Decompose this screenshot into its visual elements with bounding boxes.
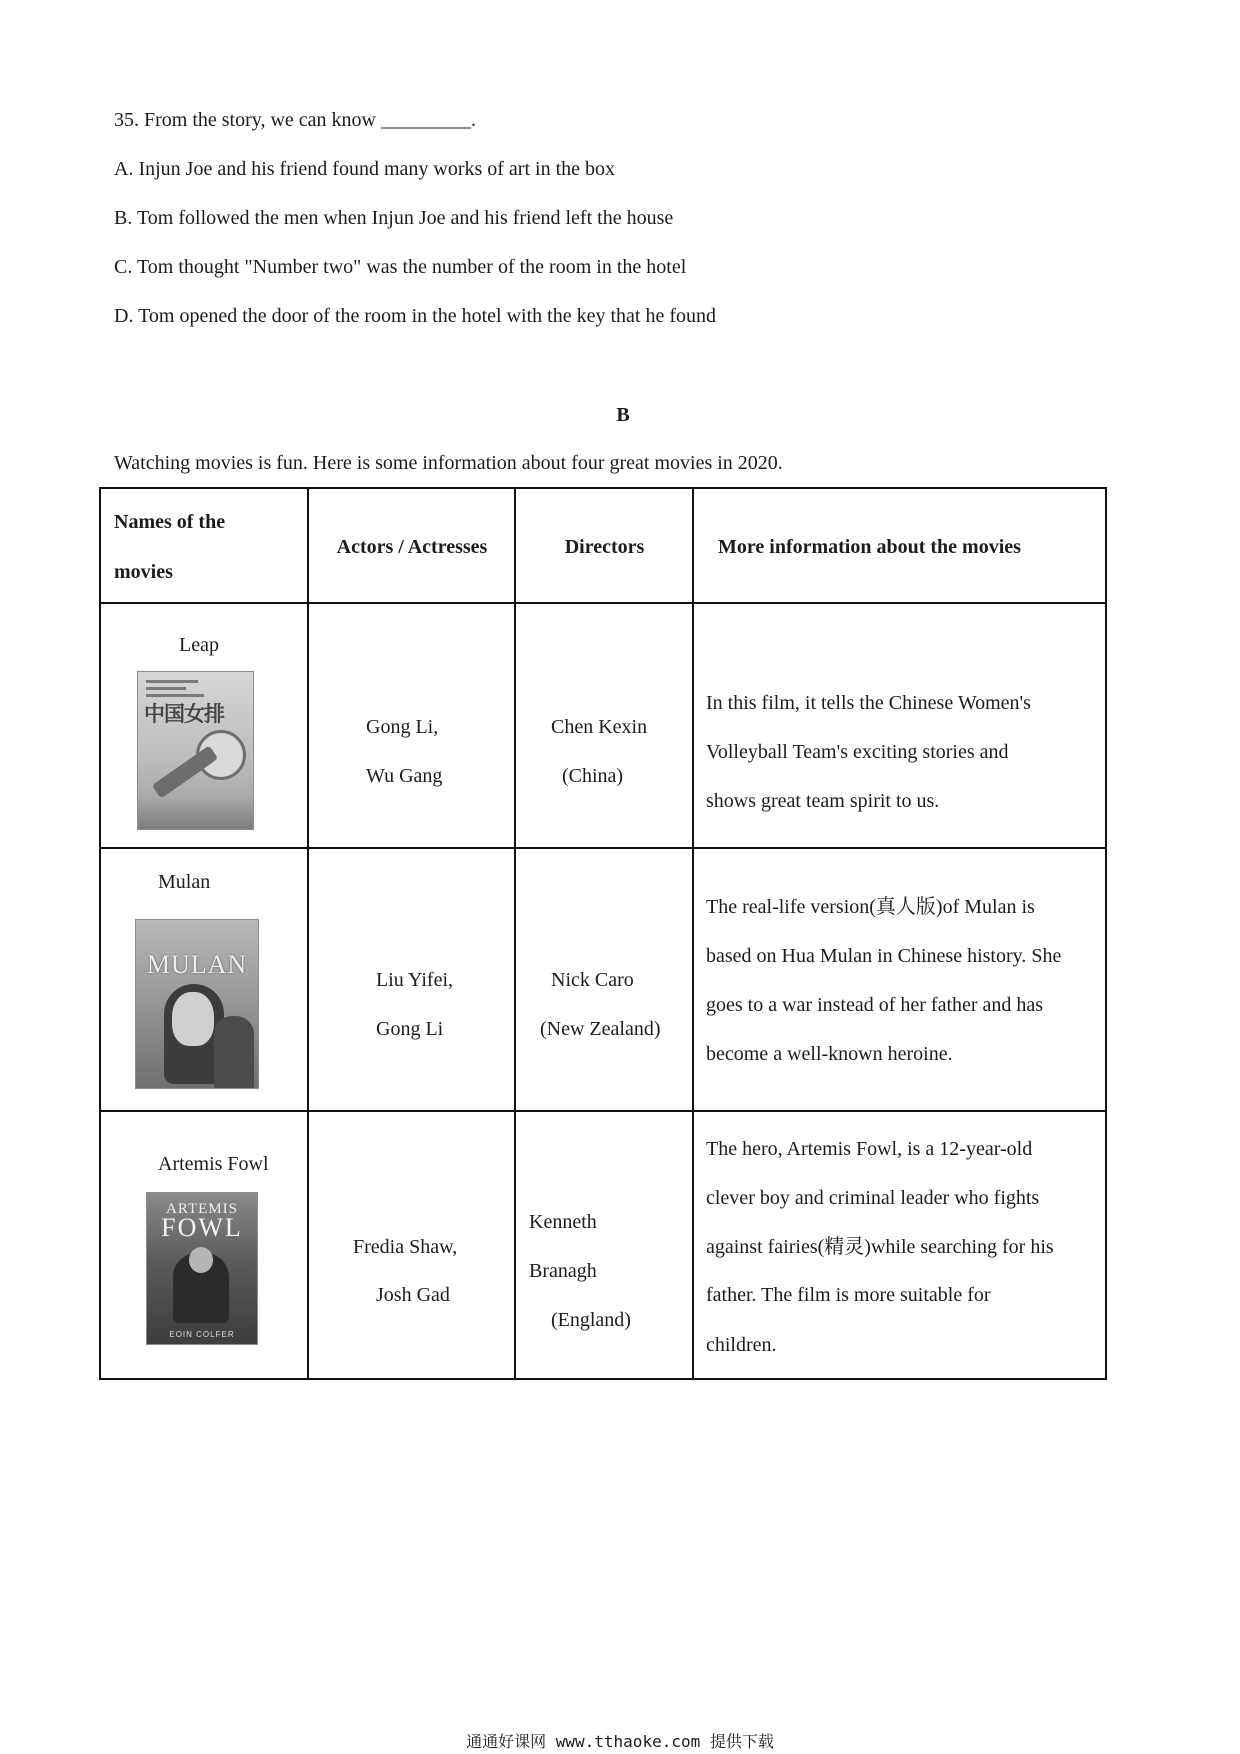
director-line: Kenneth: [529, 1211, 597, 1233]
info-line: In this film, it tells the Chinese Women's: [706, 692, 1031, 714]
section-label: B: [616, 404, 630, 426]
info-line: father. The film is more suitable for: [706, 1284, 991, 1306]
option-a: A. Injun Joe and his friend found many works of art in the box: [114, 158, 616, 180]
option-b: B. Tom followed the men when Injun Joe and his friend left the house: [114, 207, 674, 229]
director-line: (New Zealand): [540, 1018, 661, 1040]
actor-line: Liu Yifei,: [376, 969, 454, 991]
poster-bottom-band: [138, 799, 253, 829]
column-divider: [514, 487, 516, 1380]
column-divider: [307, 487, 309, 1380]
row-divider: [99, 602, 1107, 604]
row-divider: [99, 1110, 1107, 1112]
header-info: More information about the movies: [718, 536, 1021, 558]
actor-line: Wu Gang: [366, 765, 443, 787]
director-line: (China): [562, 765, 624, 787]
option-d: D. Tom opened the door of the room in the hotel with the key that he found: [114, 305, 716, 327]
movie-name: Leap: [179, 634, 219, 656]
actor-line: Gong Li: [376, 1018, 444, 1040]
poster-title-line-1: ARTEMIS: [166, 1201, 238, 1217]
info-line: against fairies(精灵)while searching for his: [706, 1236, 1054, 1258]
artemis-fowl-poster-image: [146, 1192, 258, 1345]
info-line: The hero, Artemis Fowl, is a 12-year-old: [706, 1138, 1033, 1160]
director-line: (England): [551, 1309, 631, 1331]
header-names-line-2: movies: [114, 561, 173, 583]
info-line: The real-life version(真人版)of Mulan is: [706, 896, 1035, 918]
info-line: Volleyball Team's exciting stories and: [706, 741, 1009, 763]
page-footer: 通通好课网 www.tthaoke.com 提供下载: [466, 1732, 774, 1751]
actor-line: Josh Gad: [376, 1284, 450, 1306]
movie-name: Artemis Fowl: [158, 1153, 269, 1175]
mulan-poster-image: [135, 919, 259, 1089]
column-divider: [692, 487, 694, 1380]
info-line: goes to a war instead of her father and has: [706, 994, 1044, 1016]
poster-title-line-2: FOWL: [161, 1213, 243, 1242]
option-c: C. Tom thought "Number two" was the number of the room in the hotel: [114, 256, 687, 278]
movie-name: Mulan: [158, 871, 211, 893]
header-directors: Directors: [564, 536, 645, 558]
header-names-line-1: Names of the: [114, 511, 226, 533]
director-line: Branagh: [529, 1260, 597, 1282]
row-divider: [99, 847, 1107, 849]
info-line: based on Hua Mulan in Chinese history. She: [706, 945, 1062, 967]
info-line: clever boy and criminal leader who fights: [706, 1187, 1040, 1209]
poster-author: EOIN COLFER: [169, 1330, 235, 1339]
director-line: Nick Caro: [551, 969, 634, 991]
actor-line: Gong Li,: [366, 716, 439, 738]
face-graphic: [172, 992, 214, 1046]
section-intro: Watching movies is fun. Here is some information about four great movies in 2020.: [114, 452, 783, 474]
poster-tagline-decoration: [146, 680, 206, 700]
info-line: become a well-known heroine.: [706, 1043, 953, 1065]
info-line: children.: [706, 1334, 777, 1356]
actor-line: Fredia Shaw,: [353, 1236, 458, 1258]
question-stem: 35. From the story, we can know _________.: [114, 109, 476, 131]
info-line: shows great team spirit to us.: [706, 790, 940, 812]
director-line: Chen Kexin: [551, 716, 648, 738]
leap-poster-image: [137, 671, 254, 830]
head-graphic: [189, 1247, 213, 1273]
poster-title: MULAN: [146, 950, 248, 979]
poster-title: 中国女排: [144, 702, 224, 726]
header-actors: Actors / Actresses: [336, 536, 488, 558]
figure-graphic: [214, 1016, 254, 1089]
